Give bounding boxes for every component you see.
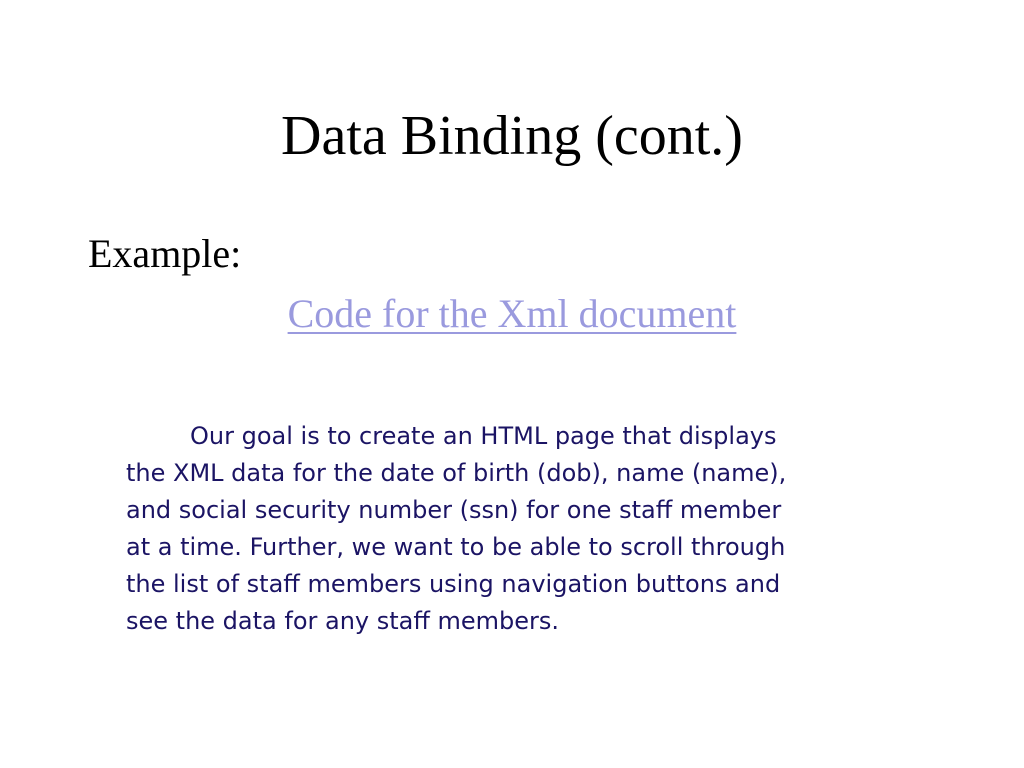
paragraph-line: the XML data for the date of birth (dob), name (name), [126, 459, 787, 487]
slide-title: Data Binding (cont.) [281, 105, 743, 167]
paragraph-line: and social security number (ssn) for one staff member [126, 496, 782, 524]
paragraph-line: at a time. Further, we want to be able to scroll through [126, 533, 786, 561]
goal-paragraph [126, 418, 926, 640]
paragraph-line: the list of staff members using navigation buttons and [126, 570, 781, 598]
example-label: Example: [88, 231, 242, 276]
paragraph-line: see the data for any staff members. [126, 607, 560, 635]
xml-document-link[interactable]: Code for the Xml document [287, 291, 737, 336]
xml-document-link-container [0, 286, 1024, 342]
paragraph-line: Our goal is to create an HTML page that displays [190, 422, 777, 450]
